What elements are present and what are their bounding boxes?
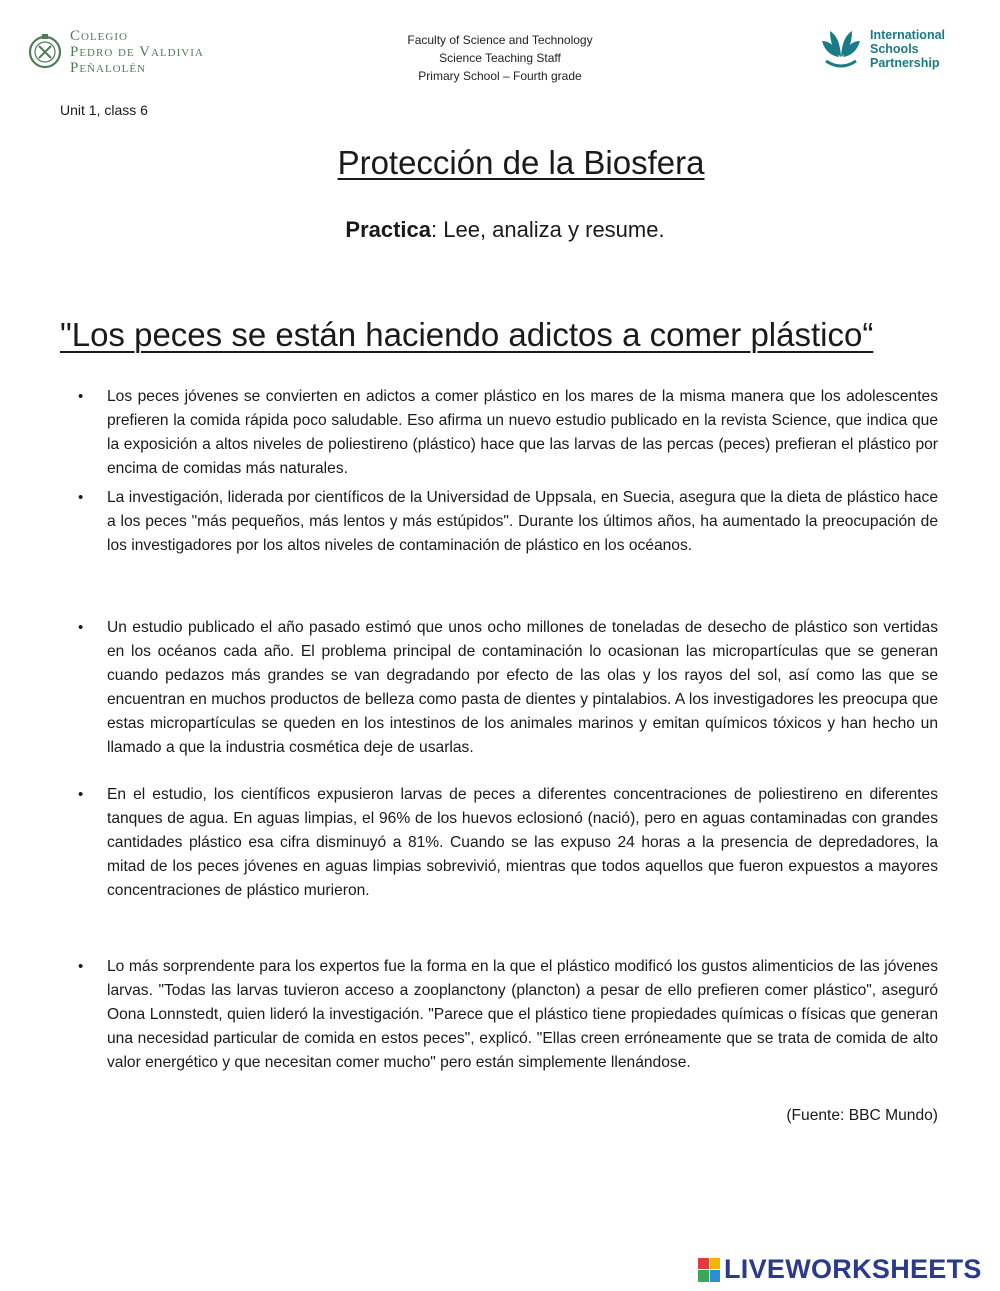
practice-text: : Lee, analiza y resume.: [431, 217, 665, 242]
article-paragraph-5: Lo más sorprendente para los expertos fue la forma en la que el plástico modificó los gustos alimenticios de las jóvenes larvas. "Todas las larvas tuvieron acceso a zooplanctony (plancton) a pesar de ello prefieren comer plástico", aseguró Oona Lonnstedt, quien lideró la investigación. "Parece que el plástico tiene propiedades químicas o físicas que generan una necesidad particular de comida en estos peces", explicó. "Ellas creen erróneamente que se trata de comida de alto valor energético y que necesitan comer mucho" pero están simplemente llenándose.: [107, 958, 938, 1071]
page-title: Protección de la Biosfera: [337, 144, 705, 181]
liveworksheets-icon: [698, 1258, 720, 1282]
bullet-icon: •: [78, 619, 84, 636]
header-line-grade: Primary School – Fourth grade: [418, 69, 582, 83]
liveworksheets-wordmark: LIVEWORKSHEETS: [724, 1254, 982, 1284]
school-crest-icon: [28, 30, 62, 74]
bullet-icon: •: [78, 388, 84, 405]
unit-label: Unit 1, class 6: [60, 102, 148, 118]
leaf-logo-icon: [818, 27, 864, 71]
article-paragraph-4: En el estudio, los científicos expusieron larvas de peces a diferentes concentraciones de poliestireno en diferentes tanques de agua. En aguas limpias, el 96% de los huevos eclosionó (nació), pero en aguas contaminadas con grandes cantidades plástico esa cifra disminuyó a 81%. Cuando se las expuso 24 horas a la presencia de depredadores, la mitad de los peces jóvenes en aguas limpias sobrevivió, mientras que todos aquellos que fueron expuestos a mayores concentraciones de plástico murieron.: [107, 786, 938, 899]
partner-logo: [818, 27, 945, 71]
liveworksheets-logo: [698, 1254, 982, 1285]
article-paragraph-2: La investigación, liderada por científicos de la Universidad de Uppsala, en Suecia, asegura que la dieta de plástico hace a los peces "más pequeños, más lentos y más estúpidos". Durante los últimos años, ha aumentado la preocupación de los investigadores por los altos niveles de contaminación de plástico en los océanos.: [107, 489, 938, 554]
practice-label: Practica: [345, 217, 432, 242]
bullet-icon: •: [78, 786, 84, 803]
article-paragraph-1: Los peces jóvenes se convierten en adictos a comer plástico en los mares de la misma manera que los adolescentes prefieren la comida rápida poco saludable. Eso afirma un nuevo estudio publicado en la revista Science, que indica que la exposición a altos niveles de poliestireno (plástico) hace que las larvas de las percas (peces) prefieran el plástico por encima de comidas más naturales.: [107, 388, 938, 477]
school-logo: [28, 28, 204, 76]
bullet-icon: •: [78, 958, 84, 975]
article-paragraph-3: Un estudio publicado el año pasado estimó que unos ocho millones de toneladas de desecho de plástico son vertidas en los océanos cada año. El problema principal de contaminación lo ocasionan las micropartículas que se generan cuando pedazos más grandes se van degradando por efecto de las olas y los rayos del sol, así como las que se encuentran en muchos productos de belleza como pasta de dientes y pintalabios. A los investigadores les preocupa que estas micropartículas se queden en los intestinos de los animales marinos y emitan químicos tóxicos y han hecho un llamado a que la industria cosmética deje de usarlas.: [107, 619, 938, 756]
partner-name: International Schools Partnership: [870, 28, 946, 70]
header-line-faculty: Faculty of Science and Technology: [407, 33, 593, 47]
article-headline: "Los peces se están haciendo adictos a comer plástico“: [60, 316, 874, 353]
practice-instruction: [0, 217, 1000, 243]
bullet-icon: •: [78, 489, 84, 506]
school-name: Colegio Pedro de Valdivia Peñalolén: [70, 28, 204, 76]
header-line-staff: Science Teaching Staff: [439, 51, 561, 65]
header-info: [300, 31, 700, 85]
source-citation: (Fuente: BBC Mundo): [786, 1107, 938, 1124]
